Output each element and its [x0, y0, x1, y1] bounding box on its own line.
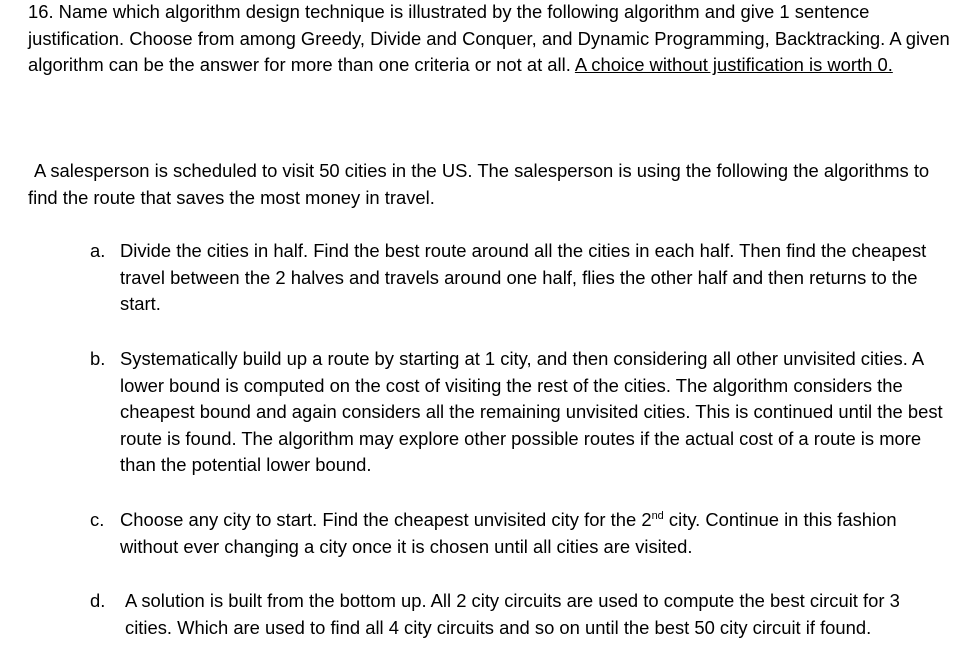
option-b [90, 346, 945, 479]
option-c [90, 507, 945, 560]
option-letter: c. [90, 509, 105, 530]
option-letter: a. [90, 240, 106, 261]
option-text [120, 507, 945, 560]
option-text: A solution is built from the bottom up. All 2 city circuits are used to compute the best circuit for 3 cities. Which are used to find all 4 city circuits and so on until the best 50 city circuit if found. [125, 590, 900, 638]
question-warning-underlined: A choice without justification is worth 0. [574, 54, 893, 76]
option-letter: d. [90, 590, 106, 611]
question-text: 16. Name which algorithm design technique is illustrated by the following algorithm and give 1 sentence justification. Choose from among Greedy, Divide and Conquer, and Dynamic Programming, Backtracking. A given algorithm can be the answer for more than one criteria or not at all. [28, 1, 950, 76]
option-a [90, 238, 945, 318]
scenario-paragraph [28, 158, 953, 211]
option-text: Divide the cities in half. Find the best route around all the cities in each half. Then find the cheapest travel between the 2 halves and travels around one half, flies the other half and then returns to the start. [120, 240, 927, 315]
option-text-part: city. Continue in this fashion without ever changing a city once it is chosen until all cities are visited. [120, 509, 897, 557]
option-d [90, 588, 945, 641]
option-text: Systematically build up a route by starting at 1 city, and then considering all other unvisited cities. A lower bound is computed on the cost of visiting the rest of the cities. The algorithm considers the cheapest bound and again considers all the remaining unvisited cities. This is continued until the best route is found. The algorithm may explore other possible routes if the actual cost of a route is more than the potential lower bound. [120, 348, 943, 476]
option-letter: b. [90, 348, 106, 369]
option-text-part: Choose any city to start. Find the cheapest unvisited city for the 2 [120, 509, 652, 530]
scenario-text: A salesperson is scheduled to visit 50 cities in the US. The salesperson is using the following the algorithms to find the route that saves the most money in travel. [28, 160, 930, 208]
ordinal-superscript: nd [651, 510, 664, 522]
question-prompt [28, 0, 953, 79]
